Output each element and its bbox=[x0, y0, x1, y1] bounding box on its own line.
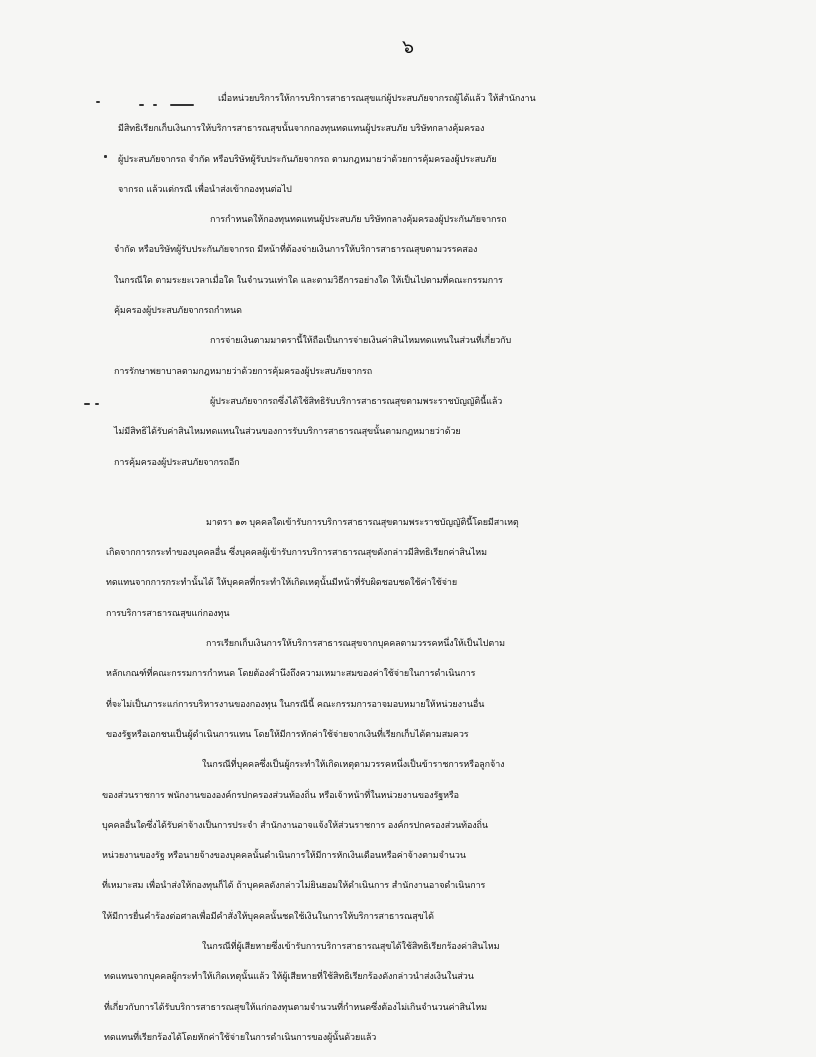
text-line: ในกรณีใด ตามระยะเวลาเมื่อใด ในจำนวนเท่าใด และตามวิธีการอย่างใด ให้เป็นไปตามที่คณะกรรมการ bbox=[114, 275, 503, 286]
text-line: การเรียกเก็บเงินการให้บริการสาธารณสุขจากบุคคลตามวรรคหนึ่งให้เป็นไปตาม bbox=[206, 639, 505, 650]
text-line: ทดแทนที่เรียกร้องได้โดยหักค่าใช้จ่ายในการดำเนินการของผู้นั้นด้วยแล้ว bbox=[104, 1032, 377, 1043]
section-gap bbox=[0, 478, 816, 508]
text-line: มาตรา ๑๓ บุคคลใดเข้ารับการบริการสาธารณสุขตามพระราชบัญญัตินี้โดยมีสาเหตุ bbox=[206, 517, 519, 528]
text-line: หลักเกณฑ์ที่คณะกรรมการกำหนด โดยต้องคำนึงถึงความเหมาะสมของค่าใช้จ่ายในการดำเนินการ bbox=[106, 669, 476, 680]
text-line: การบริการสาธารณสุขแก่กองทุน bbox=[106, 608, 230, 619]
text-line: ผู้ประสบภัยจากรถซึ่งได้ใช้สิทธิรับบริการสาธารณสุขตามพระราชบัญญัตินี้แล้ว bbox=[210, 396, 503, 407]
text-line: ในกรณีที่บุคคลซึ่งเป็นผู้กระทำให้เกิดเหตุตามวรรคหนึ่งเป็นข้าราชการหรือลูกจ้าง bbox=[202, 760, 505, 771]
text-line: เกิดจากการกระทำของบุคคลอื่น ซึ่งบุคคลผู้เข้ารับการบริการสาธารณสุขดังกล่าวมีสิทธิเรียกค่าสินไหม bbox=[106, 548, 487, 559]
text-line: ที่เกี่ยวกับการได้รับบริการสาธารณสุขให้แก่กองทุนตามจำนวนที่กำหนดซึ่งต้องไม่เกินจำนวนค่าสินไหม bbox=[104, 1002, 487, 1013]
text-line: ให้มีการยื่นคำร้องต่อศาลเพื่อมีคำสั่งให้บุคคลนั้นชดใช้เงินในการให้บริการสาธารณสุขได้ bbox=[102, 911, 434, 922]
text-line: ที่เหมาะสม เพื่อนำส่งให้กองทุนก็ได้ ถ้าบุคคลดังกล่าวไม่ยินยอมให้ดำเนินการ สำนักงานอาจดำเนินการ bbox=[102, 881, 486, 892]
text-line: บุคคลอื่นใดซึ่งได้รับค่าจ้างเป็นการประจำ สำนักงานอาจแจ้งให้ส่วนราชการ องค์กรปกครองส่วนท้องถิ่น bbox=[102, 820, 488, 831]
paragraph bbox=[0, 629, 816, 750]
text-line: ทดแทนจากบุคคลผู้กระทำให้เกิดเหตุนั้นแล้ว ให้ผู้เสียหายที่ใช้สิทธิเรียกร้องดังกล่าวนำส่งเงินในส่วน bbox=[104, 972, 474, 983]
text-line: การคุ้มครองผู้ประสบภัยจากรถอีก bbox=[114, 457, 240, 468]
paragraph bbox=[0, 387, 816, 478]
paragraph bbox=[0, 932, 816, 1053]
text-line: การรักษาพยาบาลตามกฎหมายว่าด้วยการคุ้มครองผู้ประสบภัยจากรถ bbox=[114, 366, 373, 377]
text-line: คุ้มครองผู้ประสบภัยจากรถกำหนด bbox=[114, 306, 242, 317]
text-line: ในกรณีที่ผู้เสียหายซึ่งเข้ารับการบริการสาธารณสุขได้ใช้สิทธิเรียกร้องค่าสินไหม bbox=[202, 942, 500, 953]
text-line: การกำหนดให้กองทุนทดแทนผู้ประสบภัย บริษัทกลางคุ้มครองผู้ประกันภัยจากรถ bbox=[210, 215, 507, 226]
paragraph bbox=[0, 326, 816, 387]
text-line: จากรถ แล้วแต่กรณี เพื่อนำส่งเข้ากองทุนต่อไป bbox=[118, 184, 292, 195]
text-line: ทดแทนจากการกระทำนั้นได้ ให้บุคคลที่กระทำให้เกิดเหตุนั้นมีหน้าที่รับผิดชอบชดใช้ค่าใช้จ่าย bbox=[106, 578, 458, 589]
text-line: ผู้ประสบภัยจากรถ จำกัด หรือบริษัทผู้รับประกันภัยจากรถ ตามกฎหมายว่าด้วยการคุ้มครองผู้ประสบภัย bbox=[118, 154, 497, 165]
paragraph bbox=[0, 508, 816, 629]
paragraph bbox=[0, 750, 816, 932]
text-line: มีสิทธิเรียกเก็บเงินการให้บริการสาธารณสุขนั้นจากกองทุนทดแทนผู้ประสบภัย บริษัทกลางคุ้มครอง bbox=[118, 124, 485, 135]
page-number: ๖ bbox=[401, 36, 415, 58]
text-line: การจ่ายเงินตามมาตรานี้ให้ถือเป็นการจ่ายเงินค่าสินไหมทดแทนในส่วนที่เกี่ยวกับ bbox=[210, 336, 512, 347]
text-line: ไม่มีสิทธิได้รับค่าสินไหมทดแทนในส่วนของการรับบริการสาธารณสุขนั้นตามกฎหมายว่าด้วย bbox=[114, 427, 461, 438]
text-line: จำกัด หรือบริษัทผู้รับประกันภัยจากรถ มีหน้าที่ต้องจ่ายเงินการให้บริการสาธารณสุขตามวรรคสอง bbox=[114, 245, 478, 256]
paragraph bbox=[0, 84, 816, 205]
text-line: เมื่อหน่วยบริการให้การบริการสาธารณสุขแก่ผู้ประสบภัยจากรถผู้ได้แล้ว ให้สำนักงาน bbox=[218, 94, 536, 104]
text-line: หน่วยงานของรัฐ หรือนายจ้างของบุคคลนั้นดำเนินการให้มีการหักเงินเดือนหรือค่าจ้างตามจำนวน bbox=[102, 851, 466, 862]
text-line: ของรัฐหรือเอกชนเป็นผู้ดำเนินการแทน โดยให้มีการหักค่าใช้จ่ายจากเงินที่เรียกเก็บได้ตามสมควร bbox=[106, 729, 469, 740]
paragraph bbox=[0, 205, 816, 326]
text-line: ของส่วนราชการ พนักงานขององค์กรปกครองส่วนท้องถิ่น หรือเจ้าหน้าที่ในหน่วยงานของรัฐหรือ bbox=[102, 790, 459, 801]
text-line: ที่จะไม่เป็นภาระแก่การบริหารงานของกองทุน ในกรณีนี้ คณะกรรมการอาจมอบหมายให้หน่วยงานอื่น bbox=[106, 699, 485, 710]
document-body bbox=[0, 84, 816, 1053]
